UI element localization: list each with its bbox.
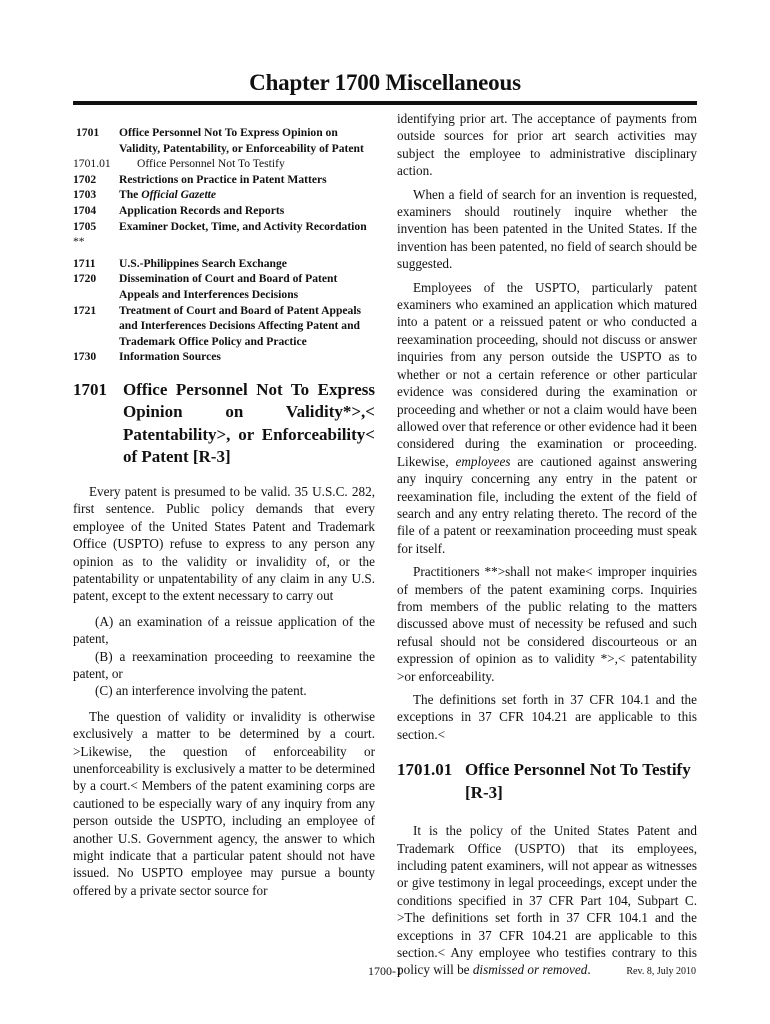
list-item-a: (A) an examination of a reissue application of the patent, <box>73 613 375 647</box>
toc-item[interactable]: 1730 Information Sources <box>73 350 221 364</box>
toc-item[interactable]: 1702 Restrictions on Practice in Patent Matters <box>73 172 327 186</box>
toc-item[interactable]: 1705 Examiner Docket, Time, and Activity Recordation <box>73 219 367 233</box>
section-1701-01-paragraph: It is the policy of the United States Patent and Trademark Office (USPTO) that its employees, including patent examiners, will not appear as witnesses or give testimony in legal proceedings, except under the conditions specified in 37 CFR Part 104, Subpart C. >The definitions set forth in 37 CFR 104.1 and the exceptions in 37 CFR 104.21 are applicable to this section.< Any employee who testifies contrary to this policy will be dismissed or removed. <box>397 823 697 978</box>
section-1701-paragraph: Employees of the USPTO, particularly patent examiners who examined an application which matured into a patent or a reissued patent or who conducted a reexamination proceeding, should not discuss or answer inquiries from any person outside the USPTO as to whether or not a certain reference or other particular evidence was considered during the examination or proceeding and whether or not a claim would have been allowed over that reference or other evidence had it been considered during the examination or proceeding. Likewise, employees are cautioned against answering any inquiry concerning any entry in the patent or reexamination file, including the extent of the field of search and any entry relating thereto. The record of the file of a patent or reexamination proceeding must speak for itself. <box>397 279 697 556</box>
section-1701-paragraph: Every patent is presumed to be valid. 35 U.S.C. 282, first sentence. Public policy demands that every employee of the United States Patent and Trademark Office (USPTO) refuse to express to any person any opinion as to the validity or invalidity of, or the patentability or unpatentability of any claim in any U.S. patent, except to the extent necessary to carry out <box>73 483 375 604</box>
toc-item[interactable]: 1721 Treatment of Court and Board of Patent Appeals and Interferences Decisions Affecting Patent and Trademark Office Policy and Practice <box>73 303 362 348</box>
page-number: 1700-1 <box>368 964 402 978</box>
section-1701-paragraph-continued: identifying prior art. The acceptance of payments from outside sources for prior art search activities may subject the employee to administrative disciplinary action. <box>397 111 697 179</box>
chapter-title: Chapter 1700 Miscellaneous <box>249 70 521 95</box>
toc-item[interactable]: 1701 Office Personnel Not To Express Opinion on Validity, Patentability, or Enforceability of Patent <box>76 126 364 155</box>
right-column <box>397 110 697 985</box>
left-column <box>73 110 375 905</box>
section-1701-paragraph: Practitioners **>shall not make< improper inquiries of members of the patent examining corps. Inquiries from members of the public relating to the matters discussed above must of necessity be refused and such refusal should not be considered discourteous or an expression of opinion as to validity *>,< patentability >or enforceability. <box>397 564 697 684</box>
toc-item[interactable]: 1701.01 Office Personnel Not To Testify <box>73 157 285 171</box>
toc-item[interactable]: 1704 Application Records and Reports <box>73 203 285 217</box>
section-1701-paragraph: The question of validity or invalidity is otherwise exclusively a matter to be determined by a court. >Likewise, the question of enforceability or unenforceability is exclusively a matter to be determined by a court.< Members of the patent examining corps are cautioned to be especially wary of any inquiry from any person outside the USPTO, including an employee of another U.S. Government agency, the answer to which might indicate that a particular patent should not have issued. No USPTO employee may pursue a bounty offered by a private sector source for <box>73 708 375 898</box>
title-rule <box>73 101 697 105</box>
section-1701-01-heading: 1701.01 Office Personnel Not To Testify [R-3] <box>397 760 691 802</box>
revision-label: Rev. 8, July 2010 <box>626 966 696 977</box>
list-item-c: (C) an interference involving the patent. <box>95 683 307 699</box>
section-1701-paragraph: The definitions set forth in 37 CFR 104.1 and the exceptions in 37 CFR 104.21 are applicable to this section.< <box>397 692 697 742</box>
toc-item[interactable]: 1711 U.S.-Philippines Search Exchange <box>73 256 287 270</box>
toc-omitted-marker: ** <box>73 235 85 249</box>
toc-item[interactable]: 1720 Dissemination of Court and Board of Patent Appeals and Interferences Decisions <box>73 272 338 301</box>
table-of-contents <box>73 125 375 365</box>
section-1701-paragraph: When a field of search for an invention is requested, examiners should routinely inquire whether the invention has been patented in the United States. If the invention has been patented, no field of search should be suggested. <box>397 186 697 272</box>
list-item-b: (B) a reexamination proceeding to reexamine the patent, or <box>73 648 375 681</box>
section-1701-heading: 1701 Office Personnel Not To Express Opinion on Validity*>,< Patentability>, or Enforceability< of Patent [R-3] <box>73 379 375 467</box>
toc-item[interactable]: 1703 The Official Gazette <box>73 188 217 202</box>
